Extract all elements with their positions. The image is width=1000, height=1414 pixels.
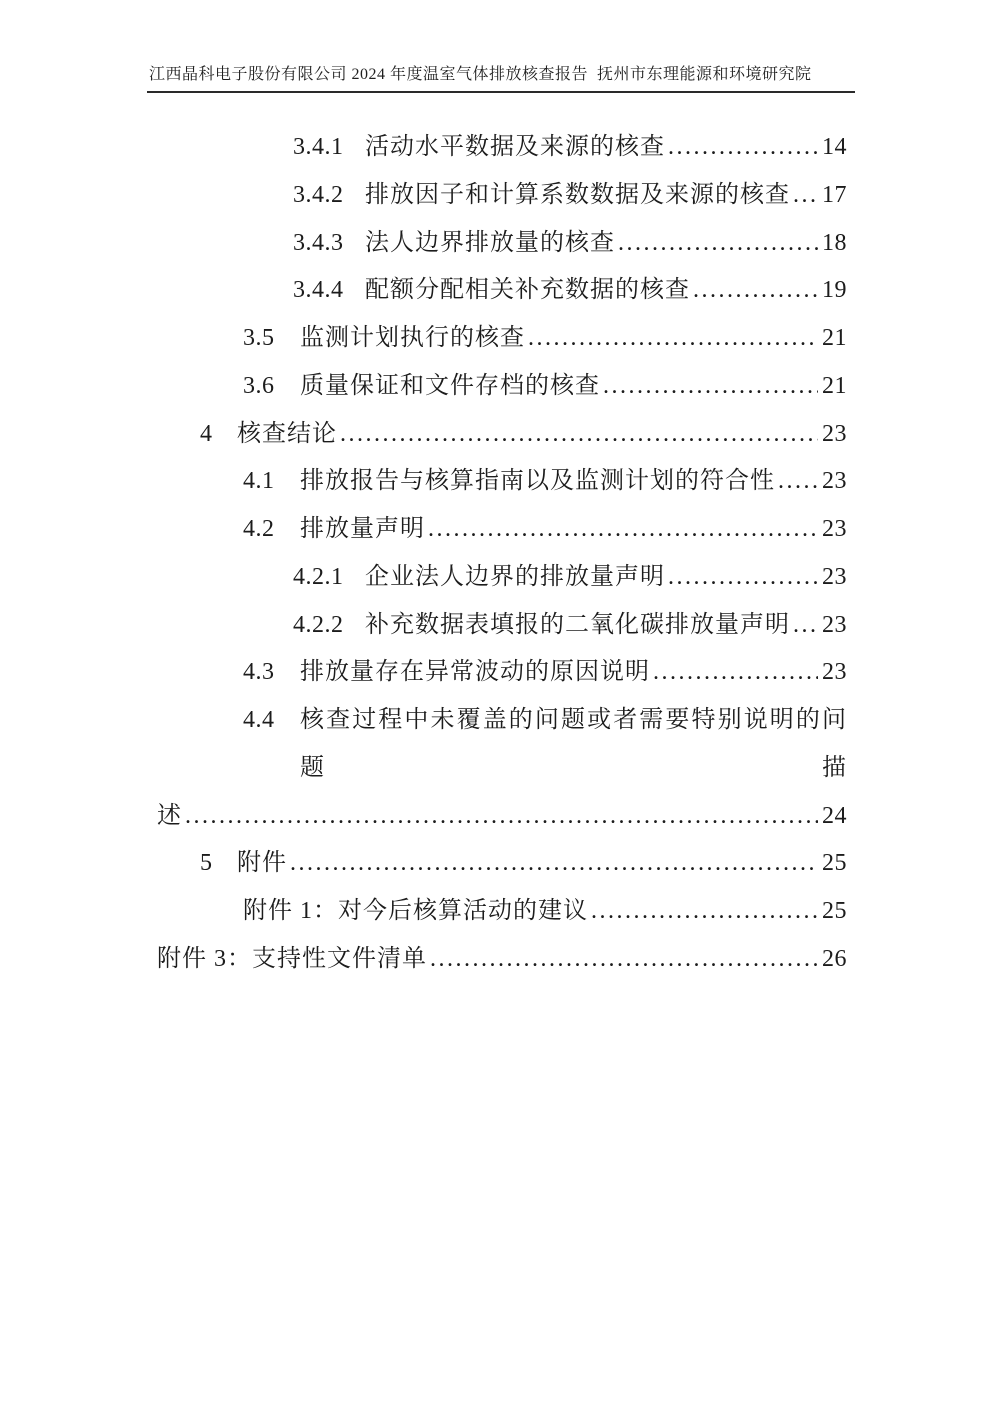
toc-entry-page: 23: [822, 420, 847, 447]
toc-entry-number: 3.4.1: [293, 134, 344, 160]
toc-entry[interactable]: [157, 172, 847, 220]
toc-entry-page: 25: [822, 898, 847, 924]
toc-entry-page: 23: [822, 659, 847, 686]
toc-entry-page: 23: [822, 468, 847, 495]
toc-entry-number: 3.5: [243, 325, 275, 351]
toc-entry-title: 法人边界排放量的核查: [365, 229, 615, 256]
dot-leader: [793, 602, 818, 650]
toc-entry-page: 18: [822, 229, 847, 256]
toc-entry-title: 附件 1：对今后核算活动的建议: [243, 898, 588, 924]
toc-entry-number: 3.6: [243, 372, 275, 399]
toc-entry-title: 述: [157, 802, 182, 829]
toc-entry-number: 4.2.2: [293, 611, 344, 638]
toc-entry-title: 补充数据表填报的二氧化碳排放量声明: [365, 611, 790, 638]
toc-entry-number: 4: [200, 420, 213, 447]
toc-entry-title: 排放报告与核算指南以及监测计划的符合性: [300, 468, 775, 495]
toc-entry[interactable]: [157, 315, 847, 363]
toc-entry-page: 23: [822, 611, 847, 638]
toc-entry-page: 21: [822, 372, 847, 399]
dot-leader: [668, 124, 818, 172]
toc-entry[interactable]: [157, 697, 847, 793]
dot-leader: [603, 363, 818, 411]
dot-leader: [290, 840, 818, 888]
toc-entry[interactable]: [157, 602, 847, 650]
toc-entry[interactable]: [157, 363, 847, 411]
toc-entry[interactable]: [157, 458, 847, 506]
header-divider: [147, 91, 855, 93]
toc-entry-page: 19: [822, 277, 847, 304]
dot-leader: [430, 936, 818, 984]
toc-entry-title: 配额分配相关补充数据的核查: [365, 277, 690, 304]
toc-entry-title: 监测计划执行的核查: [300, 325, 525, 351]
toc-entry[interactable]: [157, 649, 847, 697]
toc-entry-page: 14: [822, 134, 847, 160]
toc-entry[interactable]: [157, 267, 847, 315]
toc-entry-title: 质量保证和文件存档的核查: [300, 372, 600, 399]
toc-entry[interactable]: [157, 506, 847, 554]
toc-entry-number: 4.4: [243, 707, 275, 733]
dot-leader: [693, 267, 818, 315]
toc-entry-number: 3.4.3: [293, 229, 344, 256]
dot-leader: [778, 458, 818, 506]
toc-entry-number: 3.4.2: [293, 181, 344, 208]
dot-leader: [591, 888, 818, 936]
toc-entry-page: 23: [822, 516, 847, 542]
toc-entry-page: 17: [822, 181, 847, 208]
running-header: [147, 62, 855, 93]
toc-entry-title: 排放量存在异常波动的原因说明: [300, 659, 650, 686]
toc-entry-number: 4.2: [243, 516, 275, 542]
toc-entry-title: 核查过程中未覆盖的问题或者需要特别说明的问题描: [300, 707, 847, 781]
dot-leader: [185, 793, 818, 841]
toc-entry-title: 排放量声明: [300, 516, 425, 542]
toc-entry-title: 排放因子和计算系数数据及来源的核查: [365, 181, 790, 208]
toc-entry-page: 21: [822, 325, 847, 351]
toc-entry-page: 24: [822, 802, 847, 829]
toc-entry-title: 企业法人边界的排放量声明: [365, 563, 665, 590]
dot-leader: [653, 649, 818, 697]
toc-entry-number: 5: [200, 850, 213, 877]
toc-entry-page: 26: [822, 945, 847, 972]
toc-entry[interactable]: [157, 888, 847, 936]
dot-leader: [668, 554, 818, 602]
toc-entry[interactable]: [157, 411, 847, 459]
toc-entry[interactable]: [157, 793, 847, 841]
toc-entry-title: 活动水平数据及来源的核查: [365, 134, 665, 160]
toc-entry[interactable]: [157, 554, 847, 602]
toc-entry-number: 4.3: [243, 659, 275, 686]
toc-entry-number: 3.4.4: [293, 277, 344, 304]
dot-leader: [793, 172, 818, 220]
dot-leader: [618, 220, 818, 268]
toc-entry-number: 4.2.1: [293, 563, 344, 590]
toc-entry-title: 核查结论: [237, 420, 337, 447]
toc-entry[interactable]: [157, 124, 847, 172]
toc-entry-page: 23: [822, 563, 847, 590]
toc-entry[interactable]: [157, 220, 847, 268]
toc-entry[interactable]: [157, 840, 847, 888]
dot-leader: [528, 315, 818, 363]
table-of-contents: [157, 124, 847, 984]
dot-leader: [428, 506, 818, 554]
running-header-text: 江西晶科电子股份有限公司 2024 年度温室气体排放核查报告 抚州市东理能源和环境研究院: [149, 66, 812, 83]
toc-entry-number: 4.1: [243, 468, 275, 495]
toc-entry-title: 附件: [237, 850, 287, 877]
toc-entry-page: 25: [822, 850, 847, 877]
toc-entry-title: 附件 3：支持性文件清单: [157, 945, 427, 972]
dot-leader: [340, 411, 818, 459]
toc-entry[interactable]: [157, 936, 847, 984]
